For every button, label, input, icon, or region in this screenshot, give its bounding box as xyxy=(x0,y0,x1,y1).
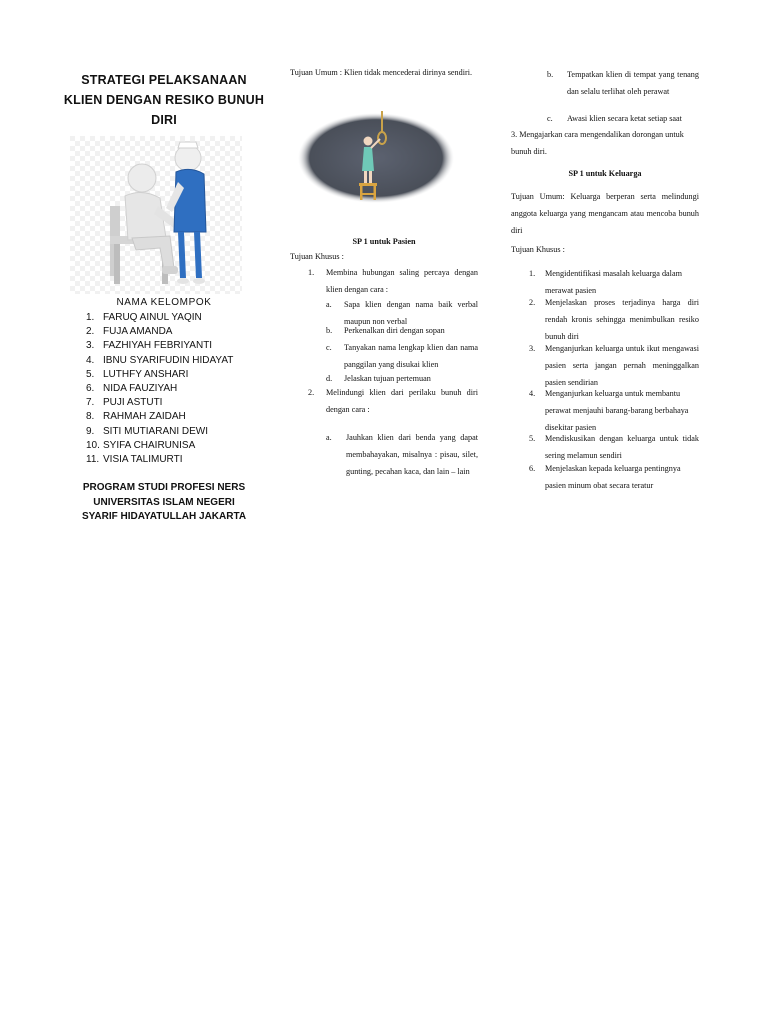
list-text: Melindungi klien dari perilaku bunuh diri dengan cara : xyxy=(326,388,478,414)
list-number: 7. xyxy=(86,397,95,409)
list-number: 1. xyxy=(86,312,95,323)
list-number: c. xyxy=(326,343,332,352)
list-number: 2. xyxy=(308,388,315,397)
list-number: 10. xyxy=(86,439,100,451)
tujuan-khusus-label: Tujuan Khusus : xyxy=(511,245,565,254)
list-number: 1. xyxy=(308,268,315,277)
title-line: DIRI xyxy=(151,113,177,127)
sp1-pasien-heading: SP 1 untuk Pasien xyxy=(352,237,416,246)
list-number: 6. xyxy=(86,383,95,395)
list-number: 2. xyxy=(529,298,536,307)
list-item xyxy=(86,368,233,382)
list-text: Awasi klien secara ketat setiap saat xyxy=(567,114,682,123)
title-line: KLIEN DENGAN RESIKO BUNUH xyxy=(63,93,265,107)
list-number: a. xyxy=(326,433,332,442)
members-heading: NAMA KELOMPOK xyxy=(116,297,212,308)
list-text: Menjelaskan proses terjadinya harga diri rendah kronis sehingga menimbulkan resiko bunuh diri xyxy=(545,298,699,341)
list-number: b. xyxy=(547,70,554,79)
list-number: 8. xyxy=(86,411,95,423)
member-name: SITI MUTIARANI DEWI xyxy=(103,425,208,437)
list-number: 5. xyxy=(529,434,536,443)
document-title xyxy=(62,70,266,130)
sp1-keluarga-heading: SP 1 untuk Keluarga xyxy=(568,169,642,178)
list-item xyxy=(547,66,699,100)
list-text: Tanyakan nama lengkap klien dan nama panggilan yang disukai klien xyxy=(344,343,478,369)
list-number: 4. xyxy=(86,354,95,366)
tujuan-umum-text: Tujuan Umum : Klien tidak mencederai dirinya sendiri. xyxy=(290,68,473,77)
institution-line: UNIVERSITAS ISLAM NEGERI xyxy=(93,496,235,508)
title-line: STRATEGI PELAKSANAAN xyxy=(81,73,247,87)
member-name: LUTHFY ANSHARI xyxy=(103,368,189,380)
member-list xyxy=(86,311,233,467)
institution-line: PROGRAM STUDI PROFESI NERS xyxy=(82,482,246,493)
list-item xyxy=(86,439,233,453)
list-item xyxy=(86,410,233,424)
list-text: Perkenalkan diri dengan sopan xyxy=(344,326,445,335)
member-name: FARUQ AINUL YAQIN xyxy=(103,312,202,323)
item3-text: 3. Mengajarkan cara mengendalikan dorongan untuk bunuh diri. xyxy=(511,130,684,156)
list-number: 6. xyxy=(529,464,536,473)
list-item xyxy=(86,354,233,368)
list-item xyxy=(326,429,478,480)
list-item xyxy=(326,339,478,373)
person-on-stool-with-noose-icon xyxy=(296,111,456,205)
list-text: Jauhkan klien dari benda yang dapat membahayakan, misalnya : pisau, silet, gunting, pecahan kaca, dan lain – lain xyxy=(346,433,478,476)
list-item xyxy=(86,425,233,439)
list-item xyxy=(86,396,233,410)
member-name: FAZHIYAH FEBRIYANTI xyxy=(103,340,213,352)
member-name: VISIA TALIMURTI xyxy=(103,454,183,466)
list-text: Membina hubungan saling percaya dengan klien dengan cara : xyxy=(326,268,478,294)
list-number: b. xyxy=(326,326,333,335)
list-item xyxy=(86,339,233,353)
member-name: RAHMAH ZAIDAH xyxy=(103,411,186,423)
list-item xyxy=(86,311,233,325)
member-name: SYIFA CHAIRUNISA xyxy=(103,439,196,451)
nurse-assisting-patient-icon xyxy=(70,136,306,294)
list-text: Jelaskan tujuan pertemuan xyxy=(344,374,431,383)
list-number: d. xyxy=(326,374,333,383)
member-name: FUJA AMANDA xyxy=(103,326,173,338)
list-text: Menganjurkan keluarga untuk ikut mengawasi pasien serta jangan pernah meninggalkan pasien sendirian xyxy=(545,344,699,387)
list-number: c. xyxy=(547,114,553,123)
list-number: 11. xyxy=(86,454,100,466)
institution-line: SYARIF HIDAYATULLAH JAKARTA xyxy=(81,511,247,522)
list-number: 2. xyxy=(86,326,95,338)
list-item xyxy=(529,460,699,494)
list-item xyxy=(529,385,699,436)
list-text: Menganjurkan keluarga untuk membantu perawat menjauhi barang-barang berbahaya disekitar pasien xyxy=(545,389,689,432)
list-item xyxy=(86,382,233,396)
list-number: a. xyxy=(326,300,332,309)
list-number: 3. xyxy=(529,344,536,353)
list-text: Mendiskusikan dengan keluarga untuk tidak sering melamun sendiri xyxy=(545,434,699,460)
list-item xyxy=(529,294,699,345)
list-text: Menjelaskan kepada keluarga pentingnya pasien minum obat secara teratur xyxy=(545,464,681,490)
member-name: IBNU SYARIFUDIN HIDAYAT xyxy=(103,354,234,366)
list-item xyxy=(86,325,233,339)
list-number: 3. xyxy=(86,340,95,352)
list-number: 1. xyxy=(529,269,536,278)
list-item xyxy=(86,453,233,467)
list-text: Tempatkan klien di tempat yang tenang dan selalu terlihat oleh perawat xyxy=(567,70,699,96)
member-name: NIDA FAUZIYAH xyxy=(103,383,178,395)
list-item xyxy=(547,110,699,127)
tujuan-umum-keluarga-text: Tujuan Umum: Keluarga berperan serta melindungi anggota keluarga yang mengancam atau mencoba bunuh diri xyxy=(511,192,699,235)
list-item xyxy=(326,322,478,339)
list-text: Mengidentifikasi masalah keluarga dalam merawat pasien xyxy=(545,269,682,295)
list-text: Sapa klien dengan nama baik verbal maupun non verbal xyxy=(344,300,478,326)
list-item xyxy=(529,430,699,464)
institution-name xyxy=(62,481,266,525)
list-number: 9. xyxy=(86,425,95,437)
list-number: 5. xyxy=(86,368,95,380)
list-item xyxy=(529,340,699,391)
list-item xyxy=(308,384,478,418)
tujuan-khusus-label: Tujuan Khusus : xyxy=(290,252,344,261)
member-name: PUJI ASTUTI xyxy=(103,397,163,409)
list-item xyxy=(308,264,478,298)
list-number: 4. xyxy=(529,389,536,398)
